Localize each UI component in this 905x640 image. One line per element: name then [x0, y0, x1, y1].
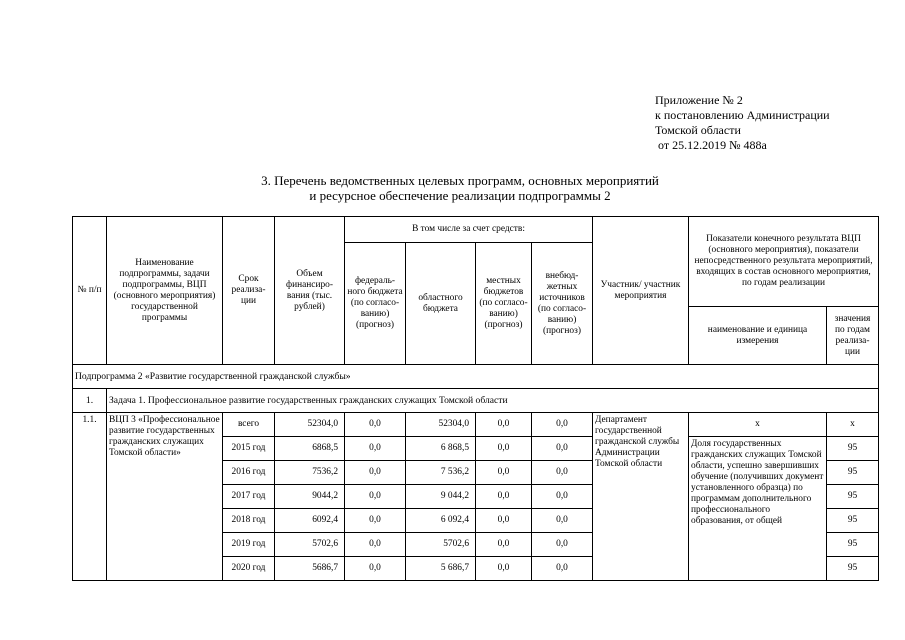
row-extra: 0,0 [532, 509, 593, 533]
task-text: Задача 1. Профессиональное развитие государственных гражданских служащих Томской области [107, 389, 879, 413]
row-extra: 0,0 [532, 437, 593, 461]
program-num: 1.1. [73, 413, 107, 581]
header-regional: областного бюджета [406, 243, 476, 365]
row-extra: 0,0 [532, 413, 593, 437]
row-federal: 0,0 [345, 485, 406, 509]
header-term: Срок реализа-ции [223, 217, 275, 365]
row-volume: 5702,6 [275, 533, 345, 557]
row-term: 2019 год [223, 533, 275, 557]
row-value: 95 [827, 509, 879, 533]
row-federal: 0,0 [345, 461, 406, 485]
subprogram-row: Подпрограмма 2 «Развитие государственной гражданской службы» [73, 365, 879, 389]
indicator-total: х [689, 413, 827, 437]
row-value: 95 [827, 557, 879, 581]
row-term: 2017 год [223, 485, 275, 509]
row-federal: 0,0 [345, 413, 406, 437]
row-volume: 52304,0 [275, 413, 345, 437]
header-num: № п/п [73, 217, 107, 365]
row-term: 2020 год [223, 557, 275, 581]
header-indicator-values: значения по годам реализа-ции [827, 307, 879, 365]
row-federal: 0,0 [345, 557, 406, 581]
row-value: 95 [827, 485, 879, 509]
row-federal: 0,0 [345, 437, 406, 461]
row-volume: 7536,2 [275, 461, 345, 485]
value-total: х [827, 413, 879, 437]
appendix-line: Приложение № 2 [655, 93, 743, 107]
row-volume: 6868,5 [275, 437, 345, 461]
row-regional: 5 686,7 [406, 557, 476, 581]
row-term: 2015 год [223, 437, 275, 461]
row-local: 0,0 [476, 413, 532, 437]
header-volume: Объем финансиро-вания (тыс. рублей) [275, 217, 345, 365]
row-regional: 9 044,2 [406, 485, 476, 509]
row-local: 0,0 [476, 533, 532, 557]
header-participant: Участник/ участник мероприятия [593, 217, 689, 365]
row-local: 0,0 [476, 461, 532, 485]
header-extra: внебюд-жетных источников (по согласо-ванию) (прогноз) [532, 243, 593, 365]
program-participant: Департамент государственной гражданской службы Администрации Томской области [593, 413, 689, 581]
appendix-line: от 25.12.2019 № 488а [658, 138, 767, 152]
header-local: местных бюджетов (по согласо-ванию) (прогноз) [476, 243, 532, 365]
row-extra: 0,0 [532, 533, 593, 557]
appendix-line: Томской области [655, 123, 741, 137]
row-regional: 6 868,5 [406, 437, 476, 461]
title-line: 3. Перечень ведомственных целевых программ, основных мероприятий [261, 173, 659, 188]
row-extra: 0,0 [532, 461, 593, 485]
indicator-text: Доля государственных гражданских служащих Томской области, успешно завершивших обучение (получивших документ установленного образца) по программам дополнительного профессионального образования, от общей [689, 437, 827, 581]
row-volume: 6092,4 [275, 509, 345, 533]
program-name: ВЦП 3 «Профессиональное развитие государственных гражданских служащих Томской области» [107, 413, 223, 581]
row-extra: 0,0 [532, 485, 593, 509]
row-term: всего [223, 413, 275, 437]
row-value: 95 [827, 533, 879, 557]
row-volume: 5686,7 [275, 557, 345, 581]
programs-table [72, 216, 879, 581]
header-including: В том числе за счет средств: [345, 217, 593, 243]
header-name: Наименование подпрограммы, задачи подпрограммы, ВЦП (основного мероприятия) государственной программы [107, 217, 223, 365]
row-value: 95 [827, 461, 879, 485]
title-line: и ресурсное обеспечение реализации подпрограммы 2 [309, 188, 611, 203]
header-indicator-name: наименование и единица измерения [689, 307, 827, 365]
row-volume: 9044,2 [275, 485, 345, 509]
header-indicators: Показатели конечного результата ВЦП (основного мероприятия), показатели непосредственного результата мероприятий, входящих в состав основного мероприятия, по годам реализации [689, 217, 879, 307]
row-regional: 6 092,4 [406, 509, 476, 533]
row-local: 0,0 [476, 437, 532, 461]
row-local: 0,0 [476, 485, 532, 509]
document-title [100, 173, 820, 203]
row-regional: 5702,6 [406, 533, 476, 557]
row-local: 0,0 [476, 509, 532, 533]
row-federal: 0,0 [345, 533, 406, 557]
task-num: 1. [73, 389, 107, 413]
appendix-block [655, 93, 830, 153]
row-regional: 7 536,2 [406, 461, 476, 485]
appendix-line: к постановлению Администрации [655, 108, 830, 122]
row-term: 2016 год [223, 461, 275, 485]
row-regional: 52304,0 [406, 413, 476, 437]
row-federal: 0,0 [345, 509, 406, 533]
row-extra: 0,0 [532, 557, 593, 581]
row-local: 0,0 [476, 557, 532, 581]
header-federal: федераль-ного бюджета (по согласо-ванию) (прогноз) [345, 243, 406, 365]
row-value: 95 [827, 437, 879, 461]
row-term: 2018 год [223, 509, 275, 533]
